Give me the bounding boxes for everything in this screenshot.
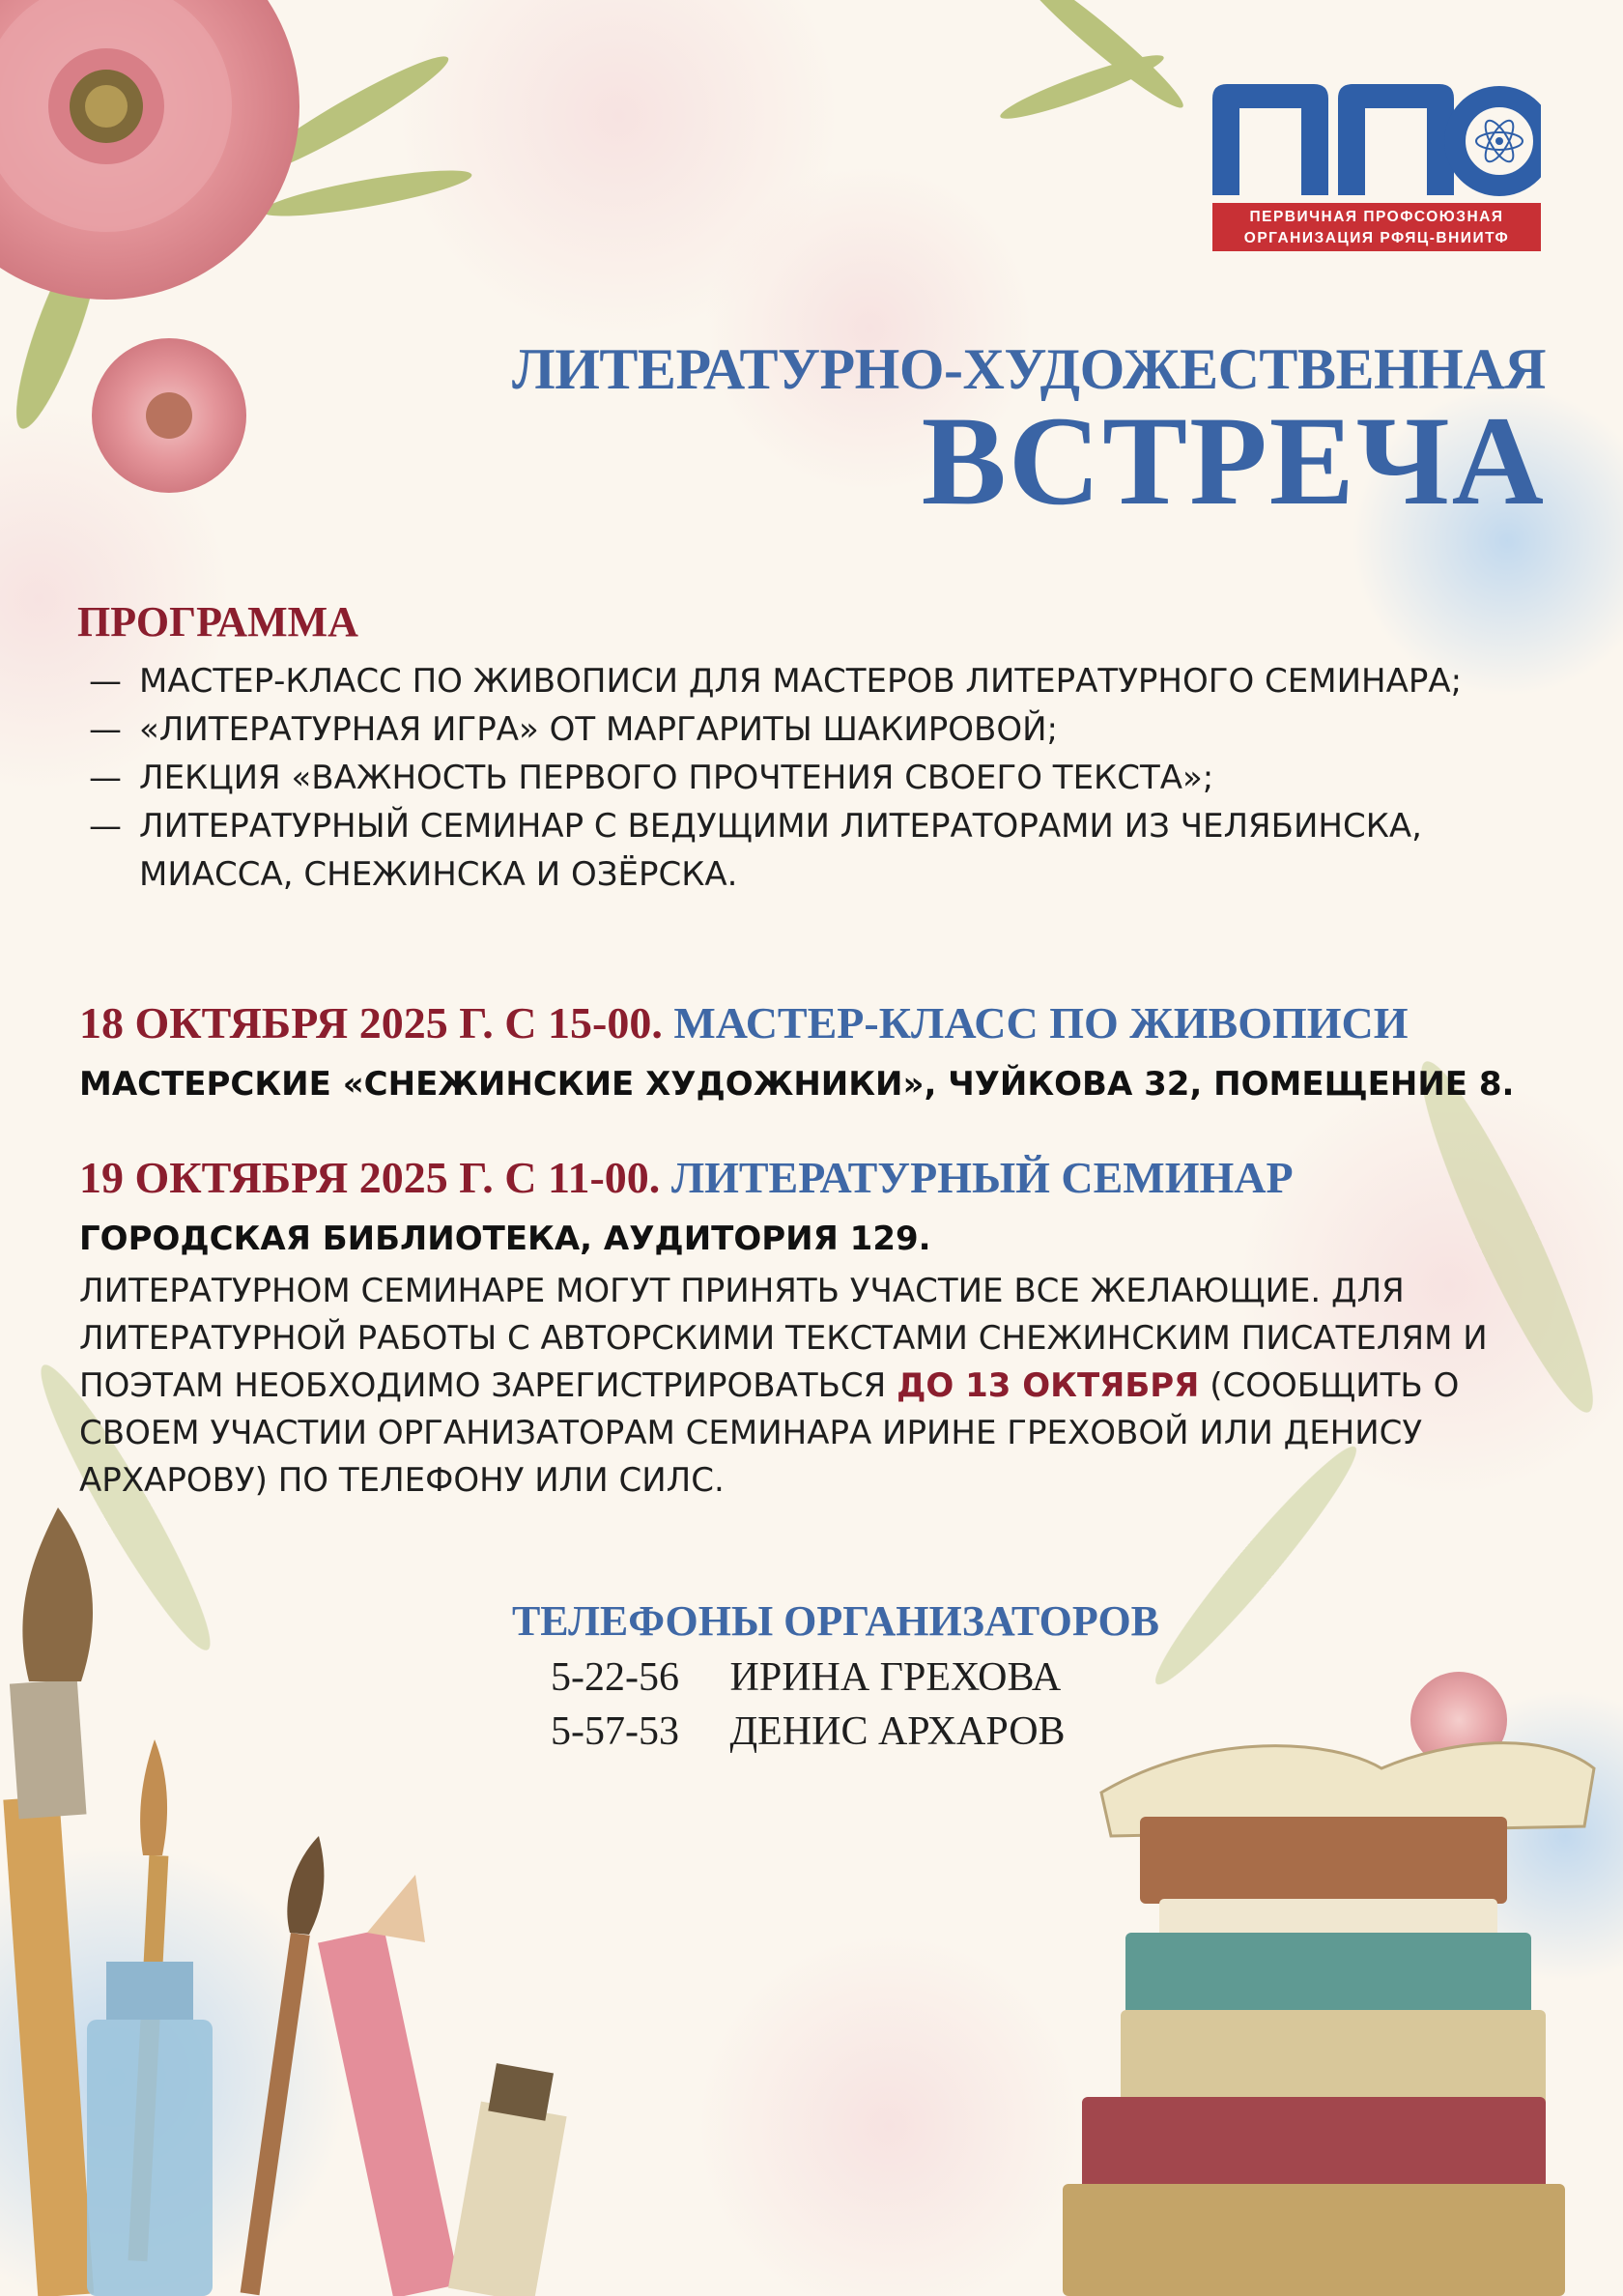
logo-line-1: ПЕРВИЧНАЯ ПРОФСОЮЗНАЯ	[1249, 209, 1504, 225]
note-text-1: ЛИТЕРАТУРНОМ СЕМИНАРЕ МОГУТ ПРИНЯТЬ УЧАСТИЕ ВСЕ ЖЕЛАЮЩИЕ. ДЛЯ ЛИТЕРАТУРНОЙ РАБОТЫ С АВТОРСКИМИ ТЕКСТАМИ СНЕЖИНСКИМ ПИСАТЕЛЯМ И ПОЭТАМ НЕОБХОДИМО ЗАРЕГИСТРИРОВАТЬСЯ	[79, 1272, 1488, 1405]
event-2-title: ЛИТЕРАТУРНЫЙ СЕМИНАР	[670, 1153, 1294, 1202]
contact-name: ДЕНИС АРХАРОВ	[729, 1709, 1066, 1754]
logo-line-2: ОРГАНИЗАЦИЯ РФЯЦ-ВНИИТФ	[1243, 230, 1510, 246]
logo-caption	[1212, 203, 1541, 251]
title-line-1: ЛИТЕРАТУРНО-ХУДОЖЕСТВЕННАЯ	[512, 337, 1546, 401]
program-item-text: ЛИТЕРАТУРНЫЙ СЕМИНАР С ВЕДУЩИМИ ЛИТЕРАТОРАМИ ИЗ ЧЕЛЯБИНСКА, МИАССА, СНЕЖИНСКА И ОЗЁРСКА.	[139, 807, 1422, 894]
program-list	[89, 657, 1557, 899]
event-1-title: МАСТЕР-КЛАСС ПО ЖИВОПИСИ	[673, 998, 1409, 1048]
contact-row	[551, 1654, 1061, 1701]
program-item-text: МАСТЕР-КЛАСС ПО ЖИВОПИСИ ДЛЯ МАСТЕРОВ ЛИТЕРАТУРНОГО СЕМИНАРА;	[139, 662, 1463, 701]
event-2-heading	[79, 1152, 1294, 1203]
contact-phone: 5-57-53	[551, 1709, 679, 1754]
contacts-heading: ТЕЛЕФОНЫ ОРГАНИЗАТОРОВ	[511, 1597, 1160, 1645]
title-line-2: ВСТРЕЧА	[921, 389, 1546, 531]
contact-name: ИРИНА ГРЕХОВА	[729, 1655, 1062, 1700]
ppo-logo	[1212, 79, 1541, 258]
program-heading: ПРОГРАММА	[77, 598, 358, 646]
contact-row	[551, 1708, 1066, 1755]
event-1-date: 18 ОКТЯБРЯ 2025 Г. С 15-00.	[79, 998, 663, 1048]
program-item: — МАСТЕР-КЛАСС ПО ЖИВОПИСИ ДЛЯ МАСТЕРОВ ЛИТЕРАТУРНОГО СЕМИНАРА;	[89, 662, 1463, 701]
event-2-place: ГОРОДСКАЯ БИБЛИОТЕКА, АУДИТОРИЯ 129.	[79, 1220, 931, 1258]
event-2-date: 19 ОКТЯБРЯ 2025 Г. С 11-00.	[79, 1153, 661, 1202]
book-stack	[1063, 1743, 1594, 2296]
program-item-text: «ЛИТЕРАТУРНАЯ ИГРА» ОТ МАРГАРИТЫ ШАКИРОВОЙ;	[139, 710, 1058, 749]
registration-note	[79, 1268, 1567, 1505]
note-text-2: (СООБЩИТЬ О СВОЕМ УЧАСТИИ ОРГАНИЗАТОРАМ СЕМИНАРА ИРИНЕ ГРЕХОВОЙ ИЛИ ДЕНИСУ АРХАРОВУ) ПО ТЕЛЕФОНУ ИЛИ СИЛС.	[79, 1366, 1460, 1500]
paint-tube	[448, 2063, 567, 2296]
note-deadline: ДО 13 ОКТЯБРЯ	[897, 1366, 1200, 1405]
contact-phone: 5-22-56	[551, 1655, 679, 1700]
ppo-logo-mark-icon	[1212, 79, 1541, 200]
program-item: — «ЛИТЕРАТУРНАЯ ИГРА» ОТ МАРГАРИТЫ ШАКИРОВОЙ;	[89, 710, 1058, 749]
program-item: — ЛИТЕРАТУРНЫЙ СЕМИНАР С ВЕДУЩИМИ ЛИТЕРАТОРАМИ ИЗ ЧЕЛЯБИНСКА, МИАССА, СНЕЖИНСКА И ОЗЁРСКА.	[89, 807, 1422, 894]
pink-flower-small	[92, 338, 246, 493]
program-item: — ЛЕКЦИЯ «ВАЖНОСТЬ ПЕРВОГО ПРОЧТЕНИЯ СВОЕГО ТЕКСТА»;	[89, 759, 1214, 797]
pink-flower-large	[0, 0, 299, 300]
event-1-place: МАСТЕРСКИЕ «СНЕЖИНСКИЕ ХУДОЖНИКИ», ЧУЙКОВА 32, ПОМЕЩЕНИЕ 8.	[79, 1065, 1515, 1104]
event-1-heading	[79, 997, 1409, 1048]
program-item-text: ЛЕКЦИЯ «ВАЖНОСТЬ ПЕРВОГО ПРОЧТЕНИЯ СВОЕГО ТЕКСТА»;	[139, 759, 1214, 797]
